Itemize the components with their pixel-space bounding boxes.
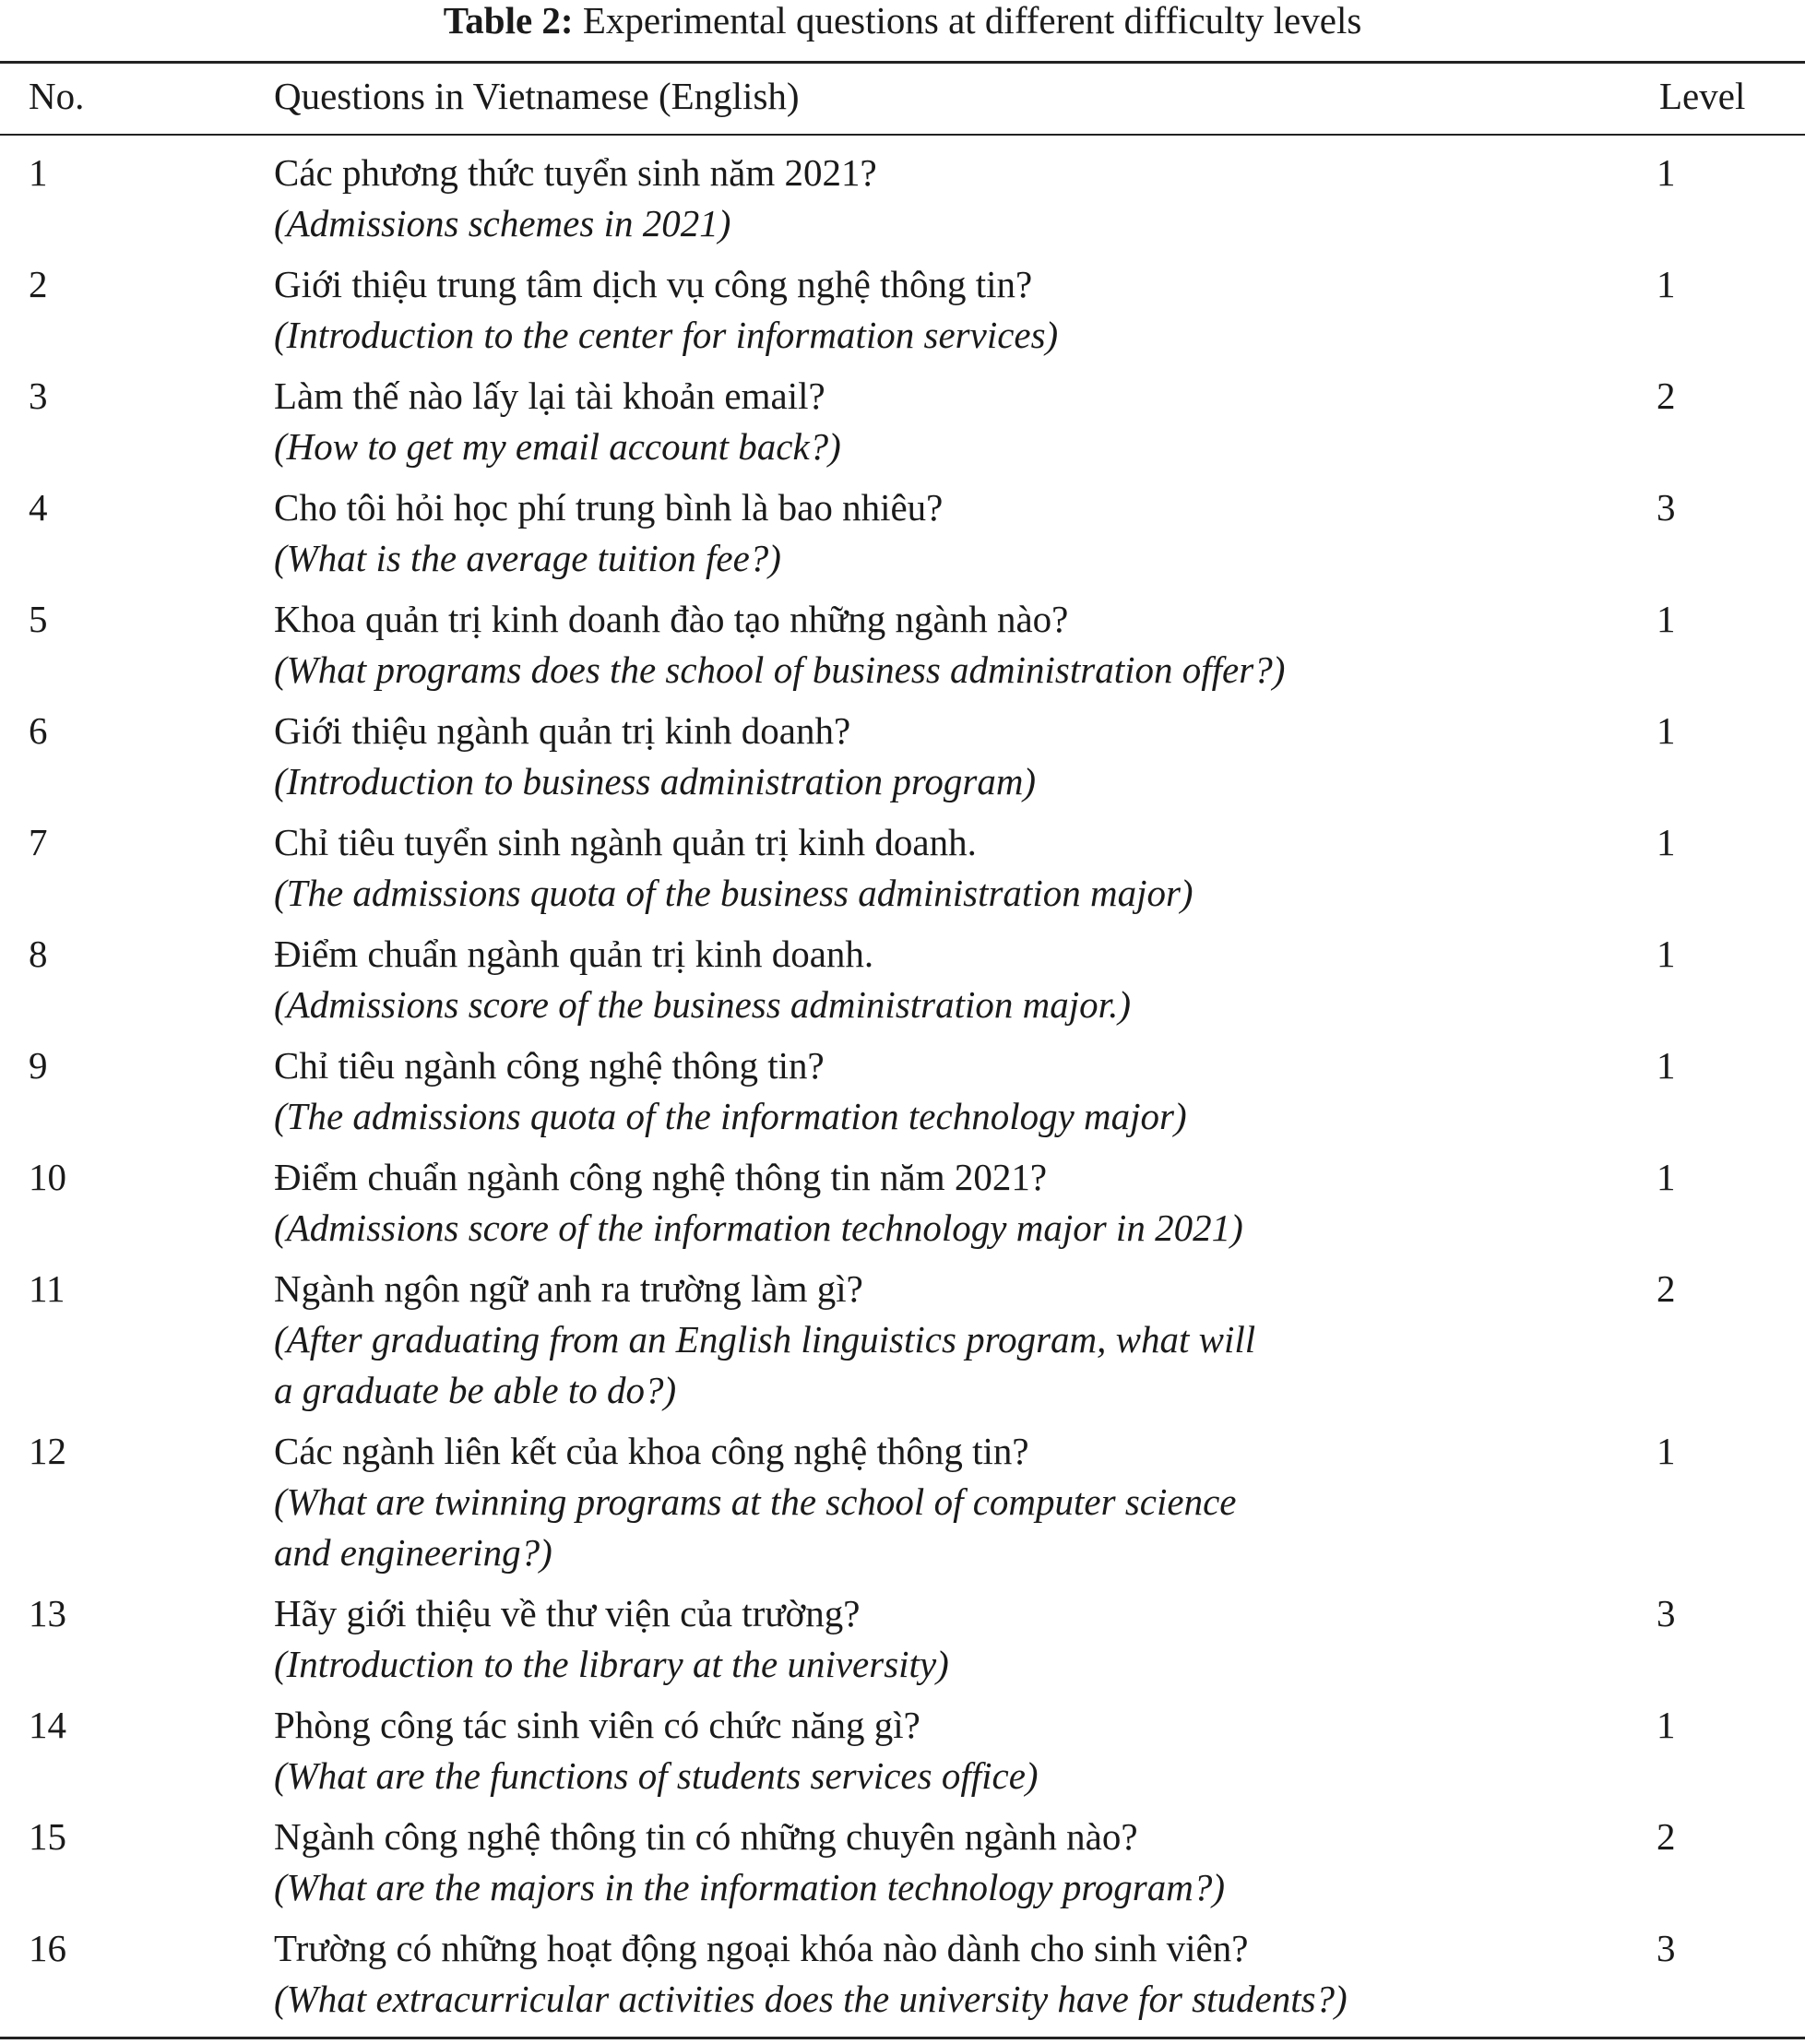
question-english: (What are twinning programs at the school of computer science xyxy=(274,1480,1237,1523)
question-cell xyxy=(274,1700,1528,1801)
question-cell xyxy=(274,1152,1528,1254)
question-cell xyxy=(274,1264,1528,1416)
row-number: 5 xyxy=(29,598,48,640)
row-number: 16 xyxy=(29,1927,66,1969)
question-cell xyxy=(274,1923,1528,2025)
question-english: (After graduating from an English linguistics program, what will xyxy=(274,1318,1256,1361)
table-header-rule xyxy=(0,134,1805,136)
question-english: (Introduction to business administration program) xyxy=(274,760,1037,802)
caption-label: Table 2: xyxy=(443,0,574,42)
difficulty-level: 1 xyxy=(1657,709,1676,752)
header-no: No. xyxy=(29,75,85,117)
question-vietnamese: Trường có những hoạt động ngoại khóa nào dành cho sinh viên? xyxy=(274,1927,1249,1969)
row-number: 4 xyxy=(29,486,48,529)
difficulty-level: 1 xyxy=(1657,1044,1676,1087)
table-caption xyxy=(0,0,1805,41)
difficulty-level: 1 xyxy=(1657,1430,1676,1472)
question-english: (How to get my email account back?) xyxy=(274,425,841,468)
question-vietnamese: Ngành ngôn ngữ anh ra trường làm gì? xyxy=(274,1267,863,1310)
question-cell xyxy=(274,1812,1528,1913)
header-level: Level xyxy=(1659,75,1746,117)
difficulty-level: 3 xyxy=(1657,486,1676,529)
question-cell xyxy=(274,1588,1528,1690)
difficulty-level: 1 xyxy=(1657,933,1676,975)
difficulty-level: 1 xyxy=(1657,151,1676,194)
question-english: (Introduction to the library at the university) xyxy=(274,1643,949,1685)
question-english: (What are the majors in the information technology program?) xyxy=(274,1866,1225,1908)
row-number: 10 xyxy=(29,1156,66,1198)
question-english: (What programs does the school of business administration offer?) xyxy=(274,648,1286,691)
table-bottom-rule xyxy=(0,2037,1805,2039)
question-english: (What are the functions of students services office) xyxy=(274,1754,1039,1797)
row-number: 6 xyxy=(29,709,48,752)
question-vietnamese: Giới thiệu ngành quản trị kinh doanh? xyxy=(274,709,851,752)
table-top-rule xyxy=(0,61,1805,64)
question-vietnamese: Phòng công tác sinh viên có chức năng gì? xyxy=(274,1704,920,1746)
question-cell xyxy=(274,148,1528,249)
row-number: 7 xyxy=(29,821,48,863)
row-number: 13 xyxy=(29,1592,66,1634)
row-number: 12 xyxy=(29,1430,66,1472)
question-english: (Introduction to the center for information services) xyxy=(274,314,1059,356)
question-cell xyxy=(274,1040,1528,1142)
question-english: a graduate be able to do?) xyxy=(274,1369,677,1411)
row-number: 11 xyxy=(29,1267,65,1310)
question-english: (The admissions quota of the business administration major) xyxy=(274,872,1193,914)
row-number: 9 xyxy=(29,1044,48,1087)
difficulty-level: 2 xyxy=(1657,374,1676,417)
question-vietnamese: Chỉ tiêu ngành công nghệ thông tin? xyxy=(274,1044,825,1087)
difficulty-level: 1 xyxy=(1657,598,1676,640)
question-cell xyxy=(274,1426,1528,1578)
difficulty-level: 1 xyxy=(1657,1704,1676,1746)
question-english: (Admissions schemes in 2021) xyxy=(274,202,731,244)
question-cell xyxy=(274,371,1528,472)
question-cell xyxy=(274,482,1528,584)
question-english: (What is the average tuition fee?) xyxy=(274,537,781,579)
question-vietnamese: Điểm chuẩn ngành công nghệ thông tin năm 2021? xyxy=(274,1156,1048,1198)
row-number: 3 xyxy=(29,374,48,417)
question-vietnamese: Các phương thức tuyển sinh năm 2021? xyxy=(274,151,877,194)
question-vietnamese: Làm thế nào lấy lại tài khoản email? xyxy=(274,374,825,417)
question-vietnamese: Ngành công nghệ thông tin có những chuyên ngành nào? xyxy=(274,1815,1138,1858)
row-number: 14 xyxy=(29,1704,66,1746)
question-vietnamese: Điểm chuẩn ngành quản trị kinh doanh. xyxy=(274,933,874,975)
question-english: and engineering?) xyxy=(274,1531,552,1574)
caption-text: Experimental questions at different difficulty levels xyxy=(582,0,1362,42)
difficulty-level: 2 xyxy=(1657,1267,1676,1310)
question-english: (The admissions quota of the information technology major) xyxy=(274,1095,1187,1137)
difficulty-level: 1 xyxy=(1657,821,1676,863)
difficulty-level: 1 xyxy=(1657,263,1676,305)
question-cell xyxy=(274,929,1528,1030)
difficulty-level: 3 xyxy=(1657,1592,1676,1634)
difficulty-level: 1 xyxy=(1657,1156,1676,1198)
row-number: 2 xyxy=(29,263,48,305)
header-questions: Questions in Vietnamese (English) xyxy=(274,75,800,117)
question-vietnamese: Các ngành liên kết của khoa công nghệ thông tin? xyxy=(274,1430,1029,1472)
row-number: 8 xyxy=(29,933,48,975)
difficulty-level: 3 xyxy=(1657,1927,1676,1969)
question-vietnamese: Cho tôi hỏi học phí trung bình là bao nhiêu? xyxy=(274,486,944,529)
question-vietnamese: Chỉ tiêu tuyển sinh ngành quản trị kinh doanh. xyxy=(274,821,977,863)
question-english: (Admissions score of the information technology major in 2021) xyxy=(274,1206,1243,1249)
question-cell xyxy=(274,817,1528,919)
question-vietnamese: Hãy giới thiệu về thư viện của trường? xyxy=(274,1592,861,1634)
question-cell xyxy=(274,594,1528,695)
question-vietnamese: Giới thiệu trung tâm dịch vụ công nghệ thông tin? xyxy=(274,263,1033,305)
difficulty-level: 2 xyxy=(1657,1815,1676,1858)
question-cell xyxy=(274,259,1528,361)
question-cell xyxy=(274,706,1528,807)
question-vietnamese: Khoa quản trị kinh doanh đào tạo những ngành nào? xyxy=(274,598,1069,640)
question-english: (What extracurricular activities does the university have for students?) xyxy=(274,1978,1348,2020)
question-english: (Admissions score of the business administration major.) xyxy=(274,983,1131,1026)
row-number: 1 xyxy=(29,151,48,194)
row-number: 15 xyxy=(29,1815,66,1858)
